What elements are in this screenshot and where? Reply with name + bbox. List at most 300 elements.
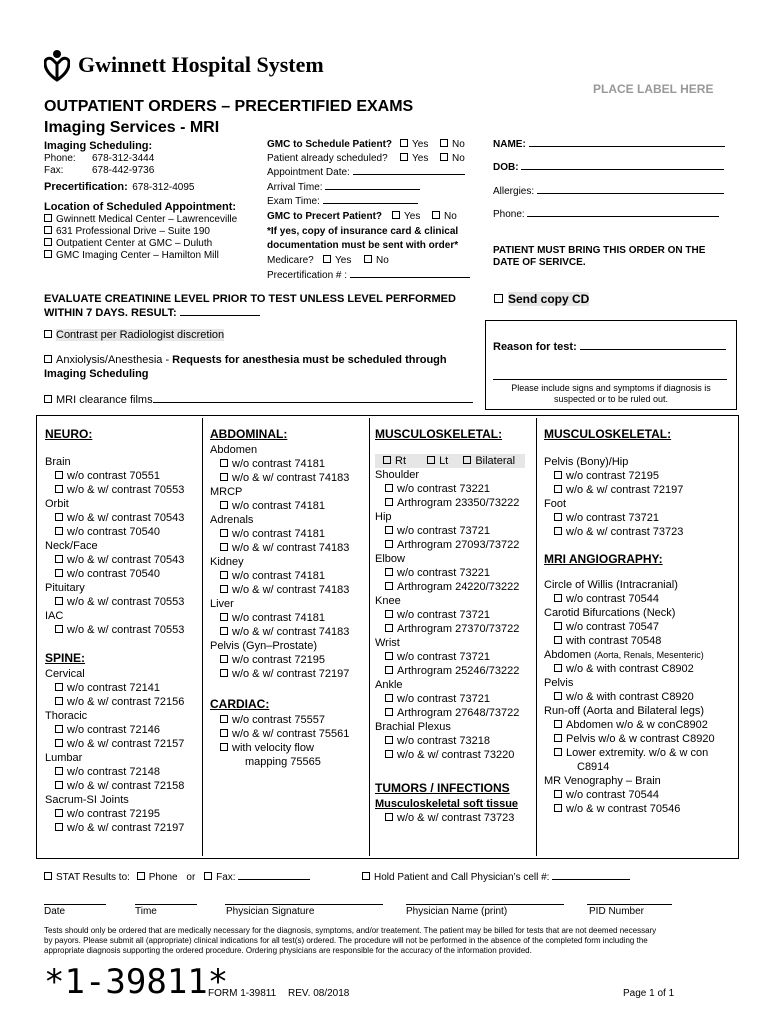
medicare-label: Medicare? (267, 255, 314, 266)
checkbox-icon[interactable] (55, 739, 63, 747)
checkbox-icon[interactable] (440, 153, 448, 161)
checkbox-icon[interactable] (362, 872, 370, 880)
musculoskeletal-exam-label (375, 678, 535, 692)
checkbox-icon[interactable] (385, 540, 393, 548)
musculoskeletal-exam-option[interactable] (375, 566, 535, 580)
physician-name-label: Physician Name (print) (406, 906, 508, 917)
checkbox-icon[interactable] (55, 555, 63, 563)
insurance-note-2: documentation must be sent with order* (267, 240, 459, 251)
checkbox-icon[interactable] (220, 627, 228, 635)
abdomen-angio-label: Abdomen (544, 649, 592, 661)
checkbox-icon[interactable] (55, 527, 63, 535)
musculoskeletal-exam-option[interactable] (375, 496, 535, 510)
musculoskeletal-exam-text: Arthrogram 25246/73222 (397, 665, 520, 677)
musculoskeletal-exam-option[interactable] (375, 608, 535, 622)
no-option[interactable] (440, 139, 465, 150)
musculoskeletal-exam-option[interactable] (375, 524, 535, 538)
send-copy-cd-option[interactable] (494, 292, 589, 306)
checkbox-icon[interactable] (385, 624, 393, 632)
column-divider (369, 418, 370, 856)
abdomen-angio-item[interactable] (544, 662, 736, 676)
checkbox-icon[interactable] (385, 582, 393, 590)
musculoskeletal-exam-label (375, 468, 535, 482)
reason-label: Reason for test: (493, 341, 577, 353)
checkbox-icon[interactable] (385, 652, 393, 660)
abdominal-exam-label (210, 639, 367, 653)
checkbox-icon[interactable] (385, 610, 393, 618)
anxiolysis-option[interactable] (44, 354, 447, 366)
musculoskeletal-exam-text: w/o contrast 73721 (397, 525, 490, 537)
neuro-exam-option[interactable] (45, 623, 200, 637)
checkbox-icon[interactable] (554, 622, 562, 630)
checkbox-icon[interactable] (323, 255, 331, 263)
checkbox-icon[interactable] (220, 571, 228, 579)
fax-row (44, 165, 155, 176)
neuro-exam-option[interactable] (45, 567, 200, 581)
musculoskeletal-exam-option[interactable] (375, 580, 535, 594)
musculoskeletal-exam-option[interactable] (375, 706, 535, 720)
location-option[interactable] (44, 214, 237, 226)
patient-phone-label: Phone: (493, 209, 525, 220)
no-option[interactable] (440, 153, 465, 164)
neuro-exam-text: Orbit (45, 498, 69, 510)
abdominal-exam-option[interactable] (210, 653, 367, 667)
venography-item[interactable] (544, 802, 736, 816)
musculoskeletal-2-exam-text: Foot (544, 498, 567, 510)
neuro-list (45, 455, 200, 637)
abdominal-exam-label (210, 555, 367, 569)
already-scheduled-question: Patient already scheduled? (267, 153, 388, 164)
spine-exam-text: w/o contrast 72195 (67, 808, 160, 820)
abdominal-exam-option[interactable] (210, 583, 367, 597)
checkbox-icon[interactable] (220, 743, 228, 751)
abdominal-exam-option[interactable] (210, 611, 367, 625)
checkbox-icon[interactable] (385, 813, 393, 821)
pid-number-label: PID Number (589, 906, 645, 917)
date-line[interactable] (44, 904, 106, 905)
checkbox-icon[interactable] (220, 473, 228, 481)
checkbox-icon[interactable] (554, 748, 562, 756)
checkbox-icon[interactable] (220, 585, 228, 593)
yes-option[interactable] (392, 211, 420, 222)
checkbox-icon[interactable] (44, 330, 52, 338)
runoff-item[interactable] (544, 746, 736, 760)
checkbox-icon[interactable] (44, 395, 52, 403)
neuro-exam-text: w/o & w/ contrast 70553 (67, 484, 185, 496)
abdominal-exam-text: Kidney (210, 556, 244, 568)
spine-exam-label (45, 709, 200, 723)
phone-value: 678-312-3444 (92, 153, 155, 164)
cardiac-heading: CARDIAC: (210, 697, 270, 711)
checkbox-icon[interactable] (554, 485, 562, 493)
checkbox-icon[interactable] (55, 513, 63, 521)
spine-exam-option[interactable] (45, 723, 200, 737)
musculoskeletal-exam-label (375, 552, 535, 566)
abdominal-exam-text: Adrenals (210, 514, 254, 526)
checkbox-icon[interactable] (220, 613, 228, 621)
stat-results-row (44, 872, 310, 883)
musculoskeletal-exam-option[interactable] (375, 622, 535, 636)
checkbox-icon[interactable] (220, 655, 228, 663)
spine-exam-option[interactable] (45, 779, 200, 793)
time-line[interactable] (135, 904, 197, 905)
abdominal-exam-option[interactable] (210, 499, 367, 513)
spine-exam-option[interactable] (45, 807, 200, 821)
yes-label: Yes (335, 255, 352, 266)
spine-exam-option[interactable] (45, 695, 200, 709)
no-label: No (376, 255, 389, 266)
musculoskeletal-exam-text: w/o & w/ contrast 73220 (397, 749, 515, 761)
musculoskeletal-exam-option[interactable] (375, 734, 535, 748)
abdominal-exam-text: w/o contrast 74181 (232, 612, 325, 624)
pid-line[interactable] (587, 904, 672, 905)
checkbox-icon[interactable] (55, 781, 63, 789)
spine-exam-option[interactable] (45, 821, 200, 835)
form-revision: REV. 08/2018 (288, 988, 350, 999)
musculoskeletal-exam-text: Arthrogram 27370/73722 (397, 623, 520, 635)
location-option[interactable] (44, 238, 237, 250)
abdominal-list (210, 443, 367, 681)
side-rt-option[interactable] (375, 455, 406, 467)
musculoskeletal-2-exam-text: w/o & w/ contrast 73723 (566, 526, 684, 538)
runoff-item-label: Pelvis w/o & w contrast C8920 (566, 733, 715, 745)
checkbox-icon[interactable] (55, 569, 63, 577)
mri-clearance-label: MRI clearance films (56, 394, 153, 406)
disclaimer-line: Tests should only be ordered that are medically necessary for the diagnosis, symptoms, and/or treatement. The patient may be billed for tests that are not deemed necessary (44, 926, 657, 935)
runoff-item[interactable] (544, 718, 736, 732)
fax-label: Fax: (44, 165, 64, 176)
checkbox-icon[interactable] (220, 669, 228, 677)
mri-clearance-option[interactable] (44, 394, 473, 406)
musculoskeletal-2-exam-option[interactable] (544, 483, 736, 497)
reason-field[interactable] (580, 349, 726, 350)
mri-clearance-field[interactable] (153, 402, 473, 403)
checkbox-icon[interactable] (554, 513, 562, 521)
contrast-discretion-option[interactable] (44, 329, 224, 341)
precert-phone: 678-312-4095 (132, 182, 195, 193)
stat-phone-option[interactable] (133, 872, 178, 883)
neuro-exam-text: w/o contrast 70540 (67, 526, 160, 538)
carotid-item[interactable] (544, 620, 736, 634)
no-option[interactable] (364, 255, 389, 266)
musculoskeletal-exam-option[interactable] (375, 664, 535, 678)
checkbox-icon[interactable] (55, 597, 63, 605)
neuro-exam-text: Brain (45, 456, 71, 468)
checkbox-icon[interactable] (463, 456, 471, 464)
musculoskeletal-list (375, 468, 535, 762)
musculoskeletal-2-heading: MUSCULOSKELETAL: (544, 427, 672, 441)
musculoskeletal-heading: MUSCULOSKELETAL: (375, 427, 503, 441)
cardiac-exam-text: w/o & w/ contrast 75561 (232, 728, 350, 740)
precert-number-label: Precertification # : (267, 270, 348, 281)
patient-phone-field[interactable] (527, 216, 719, 217)
checkbox-icon[interactable] (55, 809, 63, 817)
hospital-logo-icon (44, 48, 70, 82)
checkbox-icon[interactable] (55, 683, 63, 691)
checkbox-icon[interactable] (427, 456, 435, 464)
cardiac-exam-option[interactable] (210, 713, 367, 727)
checkbox-icon[interactable] (440, 139, 448, 147)
checkbox-icon[interactable] (44, 214, 52, 222)
column-divider (536, 418, 537, 856)
side-bilateral-option[interactable] (451, 455, 515, 467)
appointment-date-label: Appointment Date: (267, 167, 350, 178)
tumors-item-label: w/o & w/ contrast 73723 (397, 812, 515, 824)
side-rt-label: Rt (395, 455, 406, 467)
physician-signature-label: Physician Signature (226, 906, 315, 917)
neuro-exam-option[interactable] (45, 595, 200, 609)
neuro-exam-option[interactable] (45, 511, 200, 525)
appointment-date-row (267, 167, 465, 178)
musculoskeletal-exam-text: Elbow (375, 553, 405, 565)
abdomen-angio-row (544, 648, 736, 662)
no-label: No (452, 153, 465, 164)
column-divider (202, 418, 203, 856)
abdominal-exam-text: MRCP (210, 486, 243, 498)
checkbox-icon[interactable] (554, 527, 562, 535)
checkbox-icon[interactable] (55, 823, 63, 831)
circle-of-willis-item[interactable] (544, 592, 736, 606)
checkbox-icon[interactable] (432, 211, 440, 219)
checkbox-icon[interactable] (383, 456, 391, 464)
checkbox-icon[interactable] (55, 697, 63, 705)
checkbox-icon[interactable] (220, 459, 228, 467)
neuro-exam-text: IAC (45, 610, 64, 622)
venography-item-label: w/o contrast 70544 (566, 789, 659, 801)
checkbox-icon[interactable] (220, 501, 228, 509)
arrival-time-field[interactable] (325, 189, 420, 190)
spine-exam-text: Thoracic (45, 710, 88, 722)
abdominal-exam-option[interactable] (210, 667, 367, 681)
stat-fax-field[interactable] (238, 879, 310, 880)
runoff-item[interactable] (544, 732, 736, 746)
checkbox-icon[interactable] (392, 211, 400, 219)
musculoskeletal-exam-text: Shoulder (375, 469, 420, 481)
abdominal-exam-text: w/o contrast 74181 (232, 570, 325, 582)
musculoskeletal-2-list (544, 455, 736, 539)
abdominal-exam-text: w/o & w/ contrast 74183 (232, 542, 350, 554)
cardiac-exam-text: mapping 75565 (245, 756, 321, 768)
yes-option[interactable] (400, 139, 428, 150)
abdominal-exam-option[interactable] (210, 625, 367, 639)
checkbox-icon[interactable] (55, 471, 63, 479)
reason-line[interactable] (493, 379, 727, 380)
carotid-item[interactable] (544, 634, 736, 648)
send-copy-cd-label: Send copy CD (508, 292, 590, 306)
checkbox-icon[interactable] (385, 498, 393, 506)
abdominal-exam-label (210, 485, 367, 499)
stat-fax-option[interactable] (198, 872, 235, 883)
musculoskeletal-exam-label (375, 510, 535, 524)
checkbox-icon[interactable] (554, 636, 562, 644)
location-list (44, 214, 237, 262)
abdomen-angio-note: (Aorta, Renals, Mesenteric) (594, 650, 704, 660)
checkbox-icon[interactable] (55, 625, 63, 633)
hold-patient-option[interactable] (362, 872, 630, 883)
musculoskeletal-exam-option[interactable] (375, 538, 535, 552)
checkbox-icon[interactable] (385, 708, 393, 716)
venography-item[interactable] (544, 788, 736, 802)
musculoskeletal-exam-option[interactable] (375, 748, 535, 762)
checkbox-icon[interactable] (554, 804, 562, 812)
abdominal-exam-text: w/o & w/ contrast 72197 (232, 668, 350, 680)
name-field[interactable] (529, 146, 725, 147)
venography-label: MR Venography – Brain (544, 775, 661, 787)
runoff-code: C8914 (577, 761, 610, 773)
cardiac-exam-option[interactable] (210, 741, 367, 755)
checkbox-icon[interactable] (220, 715, 228, 723)
neuro-exam-option[interactable] (45, 483, 200, 497)
neuro-exam-text: w/o contrast 70540 (67, 568, 160, 580)
patient-notice-2: DATE OF SERIVCE. (493, 257, 586, 268)
or-label: or (186, 872, 196, 883)
tumors-item[interactable] (375, 811, 535, 825)
musculoskeletal-2-exam-label (544, 497, 736, 511)
location-option[interactable] (44, 250, 237, 262)
musculoskeletal-exam-text: w/o contrast 73218 (397, 735, 490, 747)
physician-cell-field[interactable] (552, 879, 630, 880)
abdominal-exam-option[interactable] (210, 541, 367, 555)
location-label: Outpatient Center at GMC – Duluth (56, 238, 213, 249)
pelvis-angio-item[interactable] (544, 690, 736, 704)
musculoskeletal-exam-option[interactable] (375, 650, 535, 664)
checkbox-icon[interactable] (400, 139, 408, 147)
patient-phone-row (493, 209, 719, 220)
checkbox-icon[interactable] (364, 255, 372, 263)
checkbox-icon[interactable] (554, 720, 562, 728)
checkbox-icon[interactable] (385, 484, 393, 492)
exam-time-field[interactable] (323, 203, 418, 204)
checkbox-icon[interactable] (220, 729, 228, 737)
musculoskeletal-2-exam-option[interactable] (544, 525, 736, 539)
pelvis-angio-label: Pelvis (544, 677, 574, 689)
checkbox-icon[interactable] (385, 750, 393, 758)
checkbox-icon[interactable] (44, 872, 52, 880)
runoff-item-label: Lower extremity. w/o & w con (566, 747, 709, 759)
checkbox-icon[interactable] (554, 664, 562, 672)
runoff-label: Run-off (Aorta and Bilateral legs) (544, 705, 704, 717)
abdominal-exam-option[interactable] (210, 471, 367, 485)
creatinine-result-field[interactable] (180, 315, 260, 316)
checkbox-icon[interactable] (44, 355, 52, 363)
page-number: Page 1 of 1 (623, 988, 675, 999)
signature-line[interactable] (225, 904, 383, 905)
musculoskeletal-2-exam-option[interactable] (544, 469, 736, 483)
neuro-exam-option[interactable] (45, 469, 200, 483)
neuro-exam-label (45, 609, 200, 623)
exam-time-label: Exam Time: (267, 196, 320, 207)
no-label: No (444, 211, 457, 222)
checkbox-icon[interactable] (554, 692, 562, 700)
abdominal-exam-text: Pelvis (Gyn–Prostate) (210, 640, 317, 652)
circle-of-willis-label: Circle of Willis (Intracranial) (544, 579, 678, 591)
checkbox-icon[interactable] (44, 226, 52, 234)
checkbox-icon[interactable] (44, 238, 52, 246)
appointment-date-field[interactable] (353, 174, 465, 175)
allergies-field[interactable] (537, 193, 724, 194)
checkbox-icon[interactable] (55, 485, 63, 493)
precert-number-row (267, 270, 470, 281)
abdominal-exam-label (210, 513, 367, 527)
yes-option[interactable] (400, 153, 428, 164)
dob-field[interactable] (521, 169, 724, 170)
spine-exam-label (45, 667, 200, 681)
musculoskeletal-exam-text: w/o contrast 73721 (397, 693, 490, 705)
musculoskeletal-exam-text: Arthrogram 24220/73222 (397, 581, 520, 593)
precert-number-field[interactable] (350, 277, 470, 278)
checkbox-icon[interactable] (55, 725, 63, 733)
anxiolysis-note-2: Imaging Scheduling (44, 368, 149, 380)
checkbox-icon[interactable] (385, 526, 393, 534)
phone-row (44, 153, 155, 164)
checkbox-icon[interactable] (220, 529, 228, 537)
checkbox-icon[interactable] (554, 790, 562, 798)
name-label: NAME: (493, 139, 526, 150)
checkbox-icon[interactable] (385, 568, 393, 576)
checkbox-icon[interactable] (554, 471, 562, 479)
side-selector (375, 454, 525, 468)
reason-note: Please include signs and symptoms if diagnosis is (511, 383, 711, 393)
musculoskeletal-2-exam-option[interactable] (544, 511, 736, 525)
allergies-label: Allergies: (493, 186, 535, 197)
checkbox-icon[interactable] (554, 734, 562, 742)
medicare-row (267, 255, 389, 266)
location-option[interactable] (44, 226, 237, 238)
neuro-exam-option[interactable] (45, 553, 200, 567)
neuro-exam-text: w/o & w/ contrast 70543 (67, 512, 185, 524)
stat-label: STAT Results to: (56, 872, 130, 883)
checkbox-icon[interactable] (400, 153, 408, 161)
checkbox-icon[interactable] (385, 666, 393, 674)
spine-exam-option[interactable] (45, 765, 200, 779)
checkbox-icon[interactable] (44, 250, 52, 258)
abdominal-exam-option[interactable] (210, 569, 367, 583)
yes-option[interactable] (323, 255, 351, 266)
side-lt-option[interactable] (409, 455, 448, 467)
no-option[interactable] (432, 211, 457, 222)
anxiolysis-label: Anxiolysis/Anesthesia - (56, 354, 170, 366)
neuro-exam-option[interactable] (45, 525, 200, 539)
checkbox-icon[interactable] (204, 872, 212, 880)
spine-exam-option[interactable] (45, 737, 200, 751)
spine-exam-option[interactable] (45, 681, 200, 695)
spine-exam-text: w/o & w/ contrast 72156 (67, 696, 185, 708)
spine-exam-text: w/o & w/ contrast 72157 (67, 738, 185, 750)
cardiac-exam-option[interactable] (210, 727, 367, 741)
abdominal-exam-option[interactable] (210, 527, 367, 541)
runoff-item-label: Abdomen w/o & w conC8902 (566, 719, 708, 731)
checkbox-icon[interactable] (494, 294, 503, 303)
checkbox-icon[interactable] (137, 872, 145, 880)
neuro-exam-label (45, 581, 200, 595)
physician-name-line[interactable] (406, 904, 564, 905)
exam-time-row (267, 196, 418, 207)
stat-option[interactable] (44, 872, 130, 883)
checkbox-icon[interactable] (55, 767, 63, 775)
checkbox-icon[interactable] (220, 543, 228, 551)
checkbox-icon[interactable] (554, 594, 562, 602)
checkbox-icon[interactable] (385, 736, 393, 744)
musculoskeletal-exam-label (375, 720, 535, 734)
checkbox-icon[interactable] (385, 694, 393, 702)
musculoskeletal-exam-option[interactable] (375, 692, 535, 706)
spine-exam-text: Cervical (45, 668, 85, 680)
arrival-time-label: Arrival Time: (267, 182, 323, 193)
cardiac-exam-text: w/o contrast 75557 (232, 714, 325, 726)
abdominal-exam-option[interactable] (210, 457, 367, 471)
disclaimer-line: by payors. Please submit all (appropriate) clinical indications for all test(s) ordered. The procedure will not be performed in the absence of the completed form including the (44, 936, 648, 945)
musculoskeletal-exam-option[interactable] (375, 482, 535, 496)
